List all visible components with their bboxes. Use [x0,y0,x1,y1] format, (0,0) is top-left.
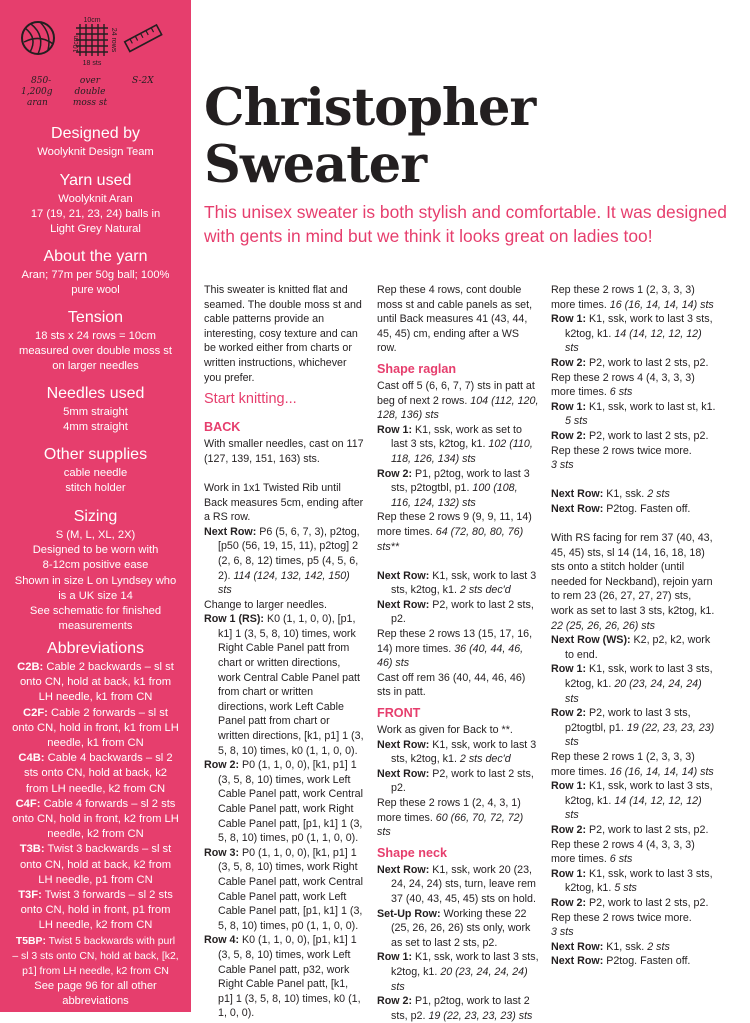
designed-by-heading: Designed by [51,125,140,142]
paragraph [377,379,539,423]
tension-line: on larger needles [52,360,139,373]
yarn-weight-label: 850- [31,76,52,86]
row-text: K2, p2, k2, work to end. [565,634,711,661]
row-text: K1, ssk. [603,488,648,501]
needles-heading: Needles used [46,385,145,402]
row-text: K1, ssk, work to last 3 sts, k2tog, k1. [391,951,539,978]
column-3 [551,283,716,969]
abbreviations-heading: Abbreviations [47,640,144,657]
about-yarn-heading: About the yarn [43,248,148,265]
stitch-count: 104 (112, 120, 128, 136) sts [377,394,539,422]
stitch-count: 102 (110, 118, 126, 134) sts [391,438,533,465]
row-label: Row 2: [551,823,587,836]
paragraph [551,925,716,940]
row-text: K1, ssk, work 20 (23, 24, 24, 24) sts, turn, leave rem 37 (40, 43, 45, 45) sts on hold. [391,863,536,905]
sizing-line: Shown in size L on Lyndsey who [14,574,177,587]
row-label: Next Row: [377,598,430,611]
title-line-2: Sweater [204,135,427,195]
stitch-count: 60 (66, 70, 72, 72) sts [377,811,524,839]
about-yarn-block [0,247,191,298]
paragraph-text: Rep these 2 rows 4 (4, 3, 3, 3) more times. [551,838,695,866]
instruction-row [551,662,716,706]
stitch-count: 2 sts [647,488,670,501]
row-label: Set-Up Row: [377,907,441,920]
row-text: P2, work to last 2 sts, p2. [391,767,534,795]
front-heading: FRONT [377,706,421,721]
instruction-row [551,487,716,502]
paragraph: Work in 1x1 Twisted Rib until Back measures 5cm, ending after a RS row. [204,481,364,524]
row-label: Next Row: [377,738,430,751]
yarn-weight-label-2: 1,200g [21,87,53,97]
row-label: Row 4: [204,934,240,947]
abbreviation-key: T3B: [19,843,45,856]
abbreviations-footer: See page 96 for all other abbreviations [34,980,157,1008]
abbreviation-key: C2F: [23,706,48,719]
gauge-height-label: 10cm [73,35,80,53]
stitch-count: 19 (22, 23, 23, 23) sts [565,721,715,749]
instruction-row [377,598,539,627]
row-text: K1, ssk, work as set to last 3 sts, k2tog, k1. [391,423,522,451]
paragraph-text: With RS facing for rem 37 (40, 43, 45, 45) sts, sl 14 (14, 16, 18, 18) sts onto a stitch holder (until needed for Neckband), rejoin yarn to rem 23 (26, 27, 27, 27) sts, work as set to last 3 sts, k2tog, k1. [551,532,715,618]
row-label: Row 1: [551,400,587,413]
start-knitting-heading: Start knitting... [204,391,297,408]
paragraph-text: Rep these 2 rows 1 (2, 3, 3, 3) more times. [551,284,695,311]
row-text: P1, p2tog, work to last 3 sts, p2togtbl, p1. [391,467,530,495]
row-label: Next Row: [377,767,430,780]
sizing-heading: Sizing [73,508,118,525]
row-text: K0 (1, 1, 0, 0), [p1, k1] 1 (3, 5, 8, 10) times, work Left Cable Panel patt, p32, work Right Cable Panel patt, [k1, p1] 1 (3, 5, 8, 10) times, k0 (1, 1, 0, 0). [218,934,361,1020]
abbreviation-item [12,660,179,706]
stitch-count: 2 sts [647,940,670,953]
instruction-row [377,767,539,796]
instruction-row [377,863,539,907]
row-text: K1, ssk, work to last 3 sts, k2tog, k1. [565,313,713,340]
abbreviations-block [12,639,179,1010]
abbreviation-text: Cable 4 forwards – sl 2 sts onto CN, hold in front, k2 from LH needle, k2 from CN [12,797,179,841]
row-label: Row 2: [551,707,587,720]
row-text: K1, ssk, work to last 3 sts, k2tog, k1. [565,780,713,807]
paragraph [551,531,716,633]
designed-by-text: Woolyknit Design Team [37,146,154,158]
instruction-row [551,896,716,911]
stitch-count: 19 (22, 23, 23, 23) sts [428,1009,533,1022]
tension-line: 18 sts x 24 rows = 10cm [35,330,156,342]
yarn-used-line: Light Grey Natural [50,223,141,236]
paragraph-text: Rep these 2 rows 4 (4, 3, 3, 3) more times. [551,371,695,399]
instruction-row [377,907,539,951]
stitch-count: 3 sts [551,926,574,939]
sidebar [0,0,191,1012]
stitch-count: 20 (23, 24, 24, 24) sts [565,678,702,705]
instruction-row [204,525,364,598]
paragraph: Rep these 2 rows twice more. [551,911,692,924]
abbreviation-text: Twist 3 backwards – sl st onto CN, hold at back, k2 from LH needle, p1 from CN [19,843,172,886]
abbreviation-key: C2B: [17,661,44,673]
row-text: P2, work to last 3 sts, p2togtbl, p1. [565,707,691,734]
stitch-count: 36 (40, 44, 46, 46) sts [377,642,524,670]
other-supplies-line: cable needle [63,467,128,479]
tension-heading: Tension [67,309,124,326]
row-label: Row 1: [551,780,587,793]
stitch-count: 2 sts dec'd [459,753,511,766]
sizing-line: measurements [58,620,133,633]
abbreviation-item [12,797,179,843]
gauge-sts-label: 18 sts [82,60,102,67]
row-label: Next Row: [377,863,430,876]
column-1 [204,283,364,1021]
instruction-row [551,823,716,838]
instruction-row [551,356,716,371]
row-text: K1, ssk. [603,940,648,953]
paragraph: With smaller needles, cast on 117 (127, 139, 151, 163) sts. [204,438,364,465]
other-supplies-block [0,445,191,496]
instruction-row [551,502,716,517]
instruction-row [551,954,716,969]
stitch-count: 114 (124, 132, 142, 150) sts [218,569,350,597]
other-supplies-heading: Other supplies [43,446,148,463]
paragraph: Cast off rem 36 (40, 44, 46, 46) sts in patt. [377,671,526,699]
instruction-row [551,706,716,750]
row-text: K1, ssk, work to last st, k1. [586,400,716,413]
sizing-line: S (M, L, XL, 2X) [55,529,136,541]
abbreviation-key: T5BP: [15,935,46,947]
instruction-row [204,933,364,1021]
row-label: Row 1: [377,951,413,964]
row-text: K1, ssk, work to last 3 sts, k2tog, k1. [391,569,537,597]
gauge-note-2: double [74,87,106,97]
abbreviation-item [12,934,179,980]
title-line-1: Christopher [204,78,536,138]
paragraph-text: Cast off 5 (6, 6, 7, 7) sts in patt at beg of next 2 rows. [377,379,535,407]
yarn-used-line: Woolyknit Aran [58,193,133,205]
row-text: P1, p2tog, work to last 2 sts, p2. [391,995,530,1022]
needles-line: 4mm straight [63,421,128,434]
stitch-count: 20 (23, 24, 24, 24) sts [391,965,528,993]
row-label: Next Row: [551,488,604,501]
row-text: K1, ssk, work to last 3 sts, k2tog, k1. [565,663,713,691]
needles-block [0,384,191,435]
back-heading: BACK [204,420,241,435]
paragraph [551,838,716,867]
abbreviation-item [12,751,179,797]
stitch-count: 16 (16, 14, 14, 14) sts [609,298,714,311]
tension-block [0,308,191,375]
paragraph [551,750,716,779]
instruction-row [377,569,539,598]
abbreviation-key: C4F: [15,797,41,810]
yarn-ball-icon [22,22,54,54]
row-label: Row 1: [551,867,587,880]
paragraph [377,627,539,671]
row-text: Working these 22 (25, 26, 26, 26) sts only, work as set to last 2 sts, p2. [391,907,531,949]
row-label: Row 2: [551,429,587,442]
row-label: Row 2: [377,467,413,480]
instruction-row [204,612,364,758]
shape-raglan-heading: Shape raglan [377,361,457,376]
needles-line: 5mm straight [63,406,128,418]
stitch-count: 64 (72, 80, 80, 76) sts** [377,525,524,553]
paragraph-text: Rep these 2 rows 1 (2, 3, 3, 3) more times. [551,751,695,778]
instruction-row [377,423,539,467]
row-text: K0 (1, 1, 0, 0), [p1, k1] 1 (3, 5, 8, 10) times, work Right Cable Panel patt from chart or written directions, work Central Cable Panel patt from chart or written directions, work Left Cable Panel patt from chart or written directions, [k1, p1] 1 (3, 5, 8, 10) times, k0 (1, 1, 0, 0). [218,613,364,757]
abbreviation-text: Cable 2 forwards – sl st onto CN, hold in front, k1 from LH needle, k1 from CN [12,706,179,750]
gauge-grid-icon [73,17,117,67]
row-label: Next Row (WS): [551,634,631,647]
yarn-used-line: 17 (19, 21, 23, 24) balls in [30,208,161,221]
paragraph [377,796,539,840]
row-text: P2, work to last 2 sts, p2. [586,429,709,442]
stitch-count: 5 sts [614,882,637,895]
abbreviation-key: T3F: [18,889,42,902]
stitch-count: 3 sts [551,459,574,472]
stitch-count: 100 (108, 116, 124, 132) sts [391,482,518,509]
row-text: P2, work to last 2 sts, p2. [586,896,709,909]
sizes-label: S-2X [132,76,154,86]
sizing-line: Designed to be worn with [32,544,159,557]
instruction-row [377,950,539,994]
gauge-width-label: 10cm [83,17,101,24]
instruction-row [377,994,539,1023]
paragraph [551,371,716,400]
tape-measure-icon [125,25,162,52]
row-label: Next Row: [204,525,257,538]
intro-paragraph: This sweater is knitted flat and seamed. The double moss st and cable patterns provide an interesting, cosy texture and can be worked either from charts or written instructions, whichever you prefer. [204,284,362,384]
paragraph: Rep these 2 rows twice more. [551,444,692,457]
row-label: Next Row: [377,569,430,582]
row-label: Row 1: [551,663,587,676]
paragraph-text: Rep these 2 rows 13 (15, 17, 16, 14) more times. [377,628,533,655]
yarn-weight-label-3: aran [27,98,48,108]
paragraph-text: Rep these 2 rows 1 (2, 4, 3, 1) more times. [377,797,521,824]
row-label: Row 1: [551,313,587,326]
paragraph-text: Rep these 2 rows 9 (9, 9, 11, 14) more times. [377,511,532,538]
row-text: P2tog. Fasten off. [603,955,691,968]
row-label: Row 1: [377,423,413,436]
abbreviation-text: Twist 3 forwards – sl 2 sts onto CN, hold in front, p1 from LH needle, k2 from CN [20,889,173,932]
abbreviation-item [12,706,179,752]
gauge-rows-label: 24 rows [110,27,117,53]
abbreviation-text: Cable 2 backwards – sl st onto CN, hold at back, k1 from LH needle, k1 from CN [19,661,174,704]
instruction-row [551,429,716,444]
stitch-count: 2 sts dec'd [459,584,511,597]
instruction-row [377,738,539,767]
stitch-count: 22 (25, 26, 26, 26) sts [551,619,655,632]
row-label: Row 3: [204,846,240,859]
row-text: P2, work to last 2 sts, p2. [391,598,534,626]
yarn-used-block [0,171,191,238]
stitch-count: 6 sts [609,853,633,866]
row-text: P2, work to last 2 sts, p2. [586,823,709,836]
instruction-row [551,940,716,955]
row-text: P2, work to last 2 sts, p2. [586,356,709,369]
about-yarn-line: pure wool [71,284,120,297]
info-icons-svg [18,14,183,114]
abbreviation-item [12,842,179,888]
standfirst: This unisex sweater is both stylish and comfortable. It was designed with gents in mind but we think it looks great on ladies too! [204,202,727,246]
row-label: Row 2: [377,995,413,1008]
row-text: K1, ssk, work to last 3 sts, k2tog, k1. [565,867,713,895]
row-label: Next Row: [551,955,604,968]
row-text: P0 (1, 1, 0, 0), [k1, p1] 1 (3, 5, 8, 10) times, work Right Cable Panel patt, work Central Cable Panel patt, work Left Cable Panel patt, [p1, k1] 1 (3, 5, 8, 10) times, p0 (1, 1, 0, 0). [218,846,363,932]
row-label: Row 2: [551,356,587,369]
paragraph [377,510,539,554]
yarn-used-heading: Yarn used [59,172,132,189]
page-title [204,80,535,194]
paragraph: Change to larger needles. [204,598,327,611]
stitch-count: 6 sts [609,386,633,399]
row-label: Next Row: [551,940,604,953]
instruction-row [551,779,716,823]
designed-by-block [0,124,191,160]
sizing-line: is a UK size 14 [58,589,133,602]
pattern-info-icons [18,14,183,114]
row-label: Next Row: [551,502,604,515]
paragraph: Work as given for Back to **. [377,724,513,737]
row-text: P0 (1, 1, 0, 0), [k1, p1] 1 (3, 5, 8, 10) times, work Left Cable Panel patt, work Central Cable Panel patt, work Right Cable Panel patt, [p1, k1] 1 (3, 5, 8, 10) times, p0 (1, 1, 0, 0). [218,759,363,845]
instruction-row [204,846,364,934]
paragraph [551,283,716,312]
row-text: P2tog. Fasten off. [603,502,691,515]
instruction-row [551,867,716,896]
tension-line: measured over double moss st [19,345,172,358]
sizing-line: See schematic for finished [29,605,162,618]
instruction-row [551,633,716,662]
stitch-count: 5 sts [565,415,588,428]
about-yarn-line: Aran; 77m per 50g ball; 100% [21,269,170,281]
instruction-row [204,758,364,846]
stitch-count: 14 (14, 12, 12, 12) sts [565,327,702,355]
instruction-row [551,400,716,429]
stitch-count: 16 (16, 14, 14, 14) sts [609,765,714,778]
paragraph: Rep these 4 rows, cont double moss st and cable panels as set, until Back measures 41 (43, 44, 45, 45) cm, ending after a WS row. [377,284,533,355]
row-label: Row 2: [204,759,240,772]
gauge-note-1: over [79,76,101,86]
sizing-block [0,507,191,634]
shape-neck-heading: Shape neck [377,845,447,860]
instruction-row [551,312,716,356]
row-text: P6 (5, 6, 7, 3), p2tog, [p50 (56, 19, 15, 11), p2tog] 2 (2, 6, 8, 12) times, p5 (4, 5, 6, 2). [218,525,360,582]
abbreviation-key: C4B: [18,752,45,765]
gauge-note-3: moss st [72,98,108,108]
other-supplies-line: stitch holder [65,482,126,495]
stitch-count: 14 (14, 12, 12, 12) sts [565,794,702,822]
row-label: Row 1 (RS): [204,613,264,626]
row-text: K1, ssk, work to last 3 sts, k2tog, k1. [391,738,537,766]
abbreviation-text: Twist 5 backwards with purl – sl 3 sts onto CN, hold at back, [k2, p1] from LH needle, k2 from CN [12,935,179,978]
column-2 [377,283,539,1023]
sizing-line: 8-12cm positive ease [42,559,149,572]
row-label: Row 2: [551,896,587,909]
paragraph [551,458,716,473]
instruction-row [377,467,539,511]
abbreviation-text: Cable 4 backwards – sl 2 sts onto CN, hold at back, k2 from LH needle, k2 from CN [23,752,173,795]
abbreviation-item [12,888,179,934]
